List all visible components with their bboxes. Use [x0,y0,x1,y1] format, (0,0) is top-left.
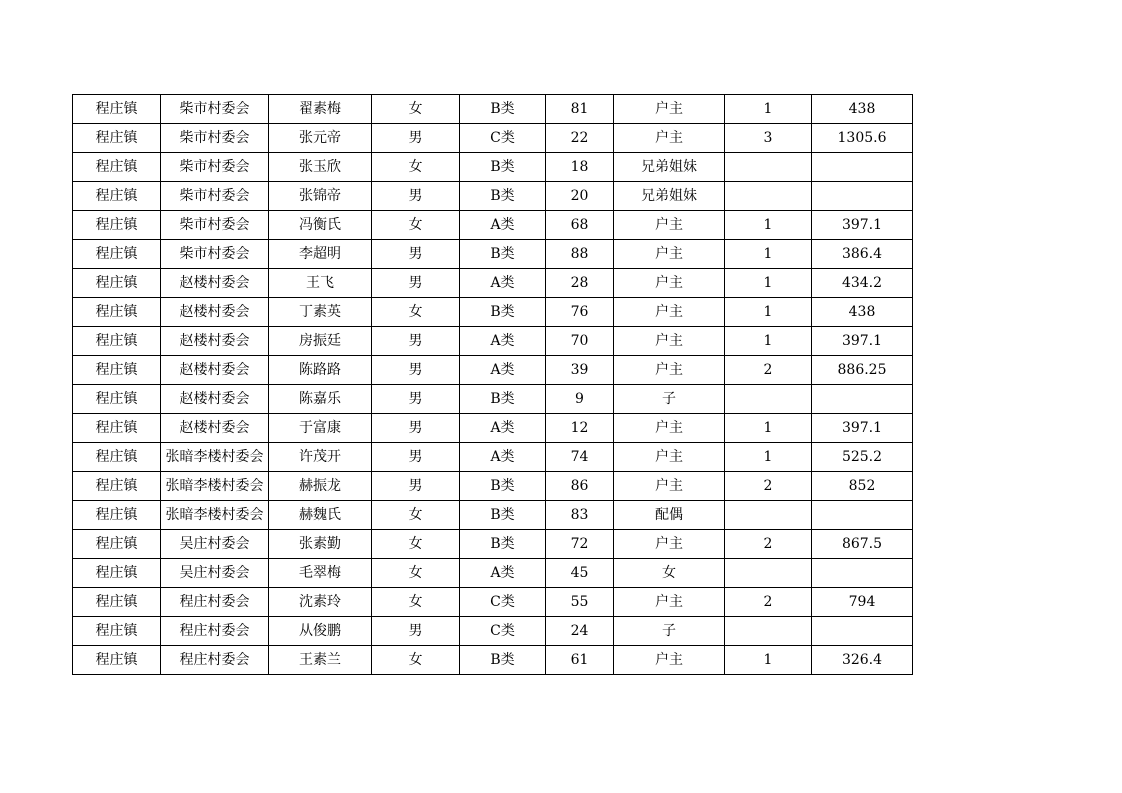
sex-cell: 女 [372,501,460,530]
table-row [73,414,913,443]
village-cell: 程庄村委会 [161,646,269,675]
age-cell: 18 [546,153,614,182]
village-cell: 赵楼村委会 [161,298,269,327]
village-cell: 柴市村委会 [161,211,269,240]
table-row [73,298,913,327]
village-cell: 柴市村委会 [161,182,269,211]
sex-cell: 男 [372,356,460,385]
table-row [73,385,913,414]
village-cell: 柴市村委会 [161,124,269,153]
village-cell: 吴庄村委会 [161,530,269,559]
name-cell: 张玉欣 [269,153,372,182]
table-row [73,124,913,153]
sex-cell: 男 [372,240,460,269]
name-cell: 王素兰 [269,646,372,675]
town-cell: 程庄镇 [73,240,161,269]
relation-cell: 户主 [614,269,725,298]
relation-cell: 女 [614,559,725,588]
relation-cell: 配偶 [614,501,725,530]
village-cell: 赵楼村委会 [161,327,269,356]
name-cell: 陈嘉乐 [269,385,372,414]
name-cell: 冯衡氏 [269,211,372,240]
household-size-cell: 2 [725,588,812,617]
relation-cell: 户主 [614,588,725,617]
village-cell: 张暗李楼村委会 [161,443,269,472]
amount-cell: 438 [812,95,913,124]
town-cell: 程庄镇 [73,559,161,588]
town-cell: 程庄镇 [73,443,161,472]
roster-table-body [73,95,913,675]
household-size-cell: 3 [725,124,812,153]
age-cell: 45 [546,559,614,588]
category-cell: A类 [460,443,546,472]
age-cell: 76 [546,298,614,327]
relation-cell: 户主 [614,646,725,675]
household-size-cell [725,617,812,646]
table-row [73,472,913,501]
sex-cell: 男 [372,443,460,472]
category-cell: A类 [460,356,546,385]
name-cell: 张锦帝 [269,182,372,211]
table-row [73,356,913,385]
name-cell: 翟素梅 [269,95,372,124]
household-size-cell: 1 [725,95,812,124]
relation-cell: 兄弟姐妹 [614,182,725,211]
category-cell: B类 [460,182,546,211]
table-row [73,211,913,240]
amount-cell: 397.1 [812,327,913,356]
category-cell: A类 [460,211,546,240]
amount-cell: 886.25 [812,356,913,385]
sex-cell: 女 [372,153,460,182]
age-cell: 68 [546,211,614,240]
town-cell: 程庄镇 [73,530,161,559]
amount-cell [812,501,913,530]
age-cell: 88 [546,240,614,269]
town-cell: 程庄镇 [73,472,161,501]
age-cell: 61 [546,646,614,675]
town-cell: 程庄镇 [73,501,161,530]
sex-cell: 男 [372,269,460,298]
sex-cell: 女 [372,95,460,124]
village-cell: 赵楼村委会 [161,356,269,385]
town-cell: 程庄镇 [73,356,161,385]
relation-cell: 兄弟姐妹 [614,153,725,182]
age-cell: 20 [546,182,614,211]
table-row [73,240,913,269]
sex-cell: 男 [372,414,460,443]
name-cell: 丁素英 [269,298,372,327]
table-row [73,269,913,298]
town-cell: 程庄镇 [73,211,161,240]
household-size-cell: 1 [725,414,812,443]
category-cell: B类 [460,501,546,530]
town-cell: 程庄镇 [73,588,161,617]
town-cell: 程庄镇 [73,298,161,327]
sex-cell: 女 [372,588,460,617]
relation-cell: 户主 [614,356,725,385]
category-cell: A类 [460,269,546,298]
relation-cell: 户主 [614,124,725,153]
age-cell: 9 [546,385,614,414]
village-cell: 柴市村委会 [161,240,269,269]
sex-cell: 女 [372,298,460,327]
amount-cell [812,153,913,182]
category-cell: A类 [460,414,546,443]
name-cell: 赫魏氏 [269,501,372,530]
village-cell: 程庄村委会 [161,588,269,617]
category-cell: B类 [460,385,546,414]
amount-cell: 525.2 [812,443,913,472]
household-size-cell: 1 [725,269,812,298]
sex-cell: 女 [372,530,460,559]
household-size-cell: 2 [725,356,812,385]
village-cell: 吴庄村委会 [161,559,269,588]
household-size-cell [725,501,812,530]
name-cell: 从俊鹏 [269,617,372,646]
town-cell: 程庄镇 [73,269,161,298]
table-row [73,617,913,646]
amount-cell: 326.4 [812,646,913,675]
amount-cell [812,559,913,588]
sex-cell: 男 [372,617,460,646]
amount-cell: 386.4 [812,240,913,269]
category-cell: C类 [460,588,546,617]
town-cell: 程庄镇 [73,182,161,211]
town-cell: 程庄镇 [73,617,161,646]
town-cell: 程庄镇 [73,124,161,153]
amount-cell [812,617,913,646]
age-cell: 22 [546,124,614,153]
household-size-cell [725,385,812,414]
relation-cell: 户主 [614,414,725,443]
village-cell: 赵楼村委会 [161,414,269,443]
category-cell: B类 [460,298,546,327]
sex-cell: 男 [372,472,460,501]
relation-cell: 子 [614,385,725,414]
sex-cell: 女 [372,646,460,675]
town-cell: 程庄镇 [73,153,161,182]
village-cell: 张暗李楼村委会 [161,501,269,530]
sex-cell: 男 [372,124,460,153]
category-cell: B类 [460,240,546,269]
category-cell: C类 [460,124,546,153]
table-row [73,588,913,617]
amount-cell [812,182,913,211]
household-size-cell: 1 [725,240,812,269]
name-cell: 于富康 [269,414,372,443]
age-cell: 72 [546,530,614,559]
household-size-cell [725,182,812,211]
age-cell: 28 [546,269,614,298]
amount-cell: 852 [812,472,913,501]
town-cell: 程庄镇 [73,646,161,675]
amount-cell: 438 [812,298,913,327]
amount-cell: 1305.6 [812,124,913,153]
household-size-cell [725,559,812,588]
name-cell: 房振廷 [269,327,372,356]
roster-table [72,94,913,675]
household-size-cell: 1 [725,443,812,472]
category-cell: B类 [460,646,546,675]
amount-cell: 397.1 [812,211,913,240]
age-cell: 55 [546,588,614,617]
household-size-cell: 2 [725,472,812,501]
relation-cell: 户主 [614,211,725,240]
table-row [73,182,913,211]
amount-cell: 397.1 [812,414,913,443]
town-cell: 程庄镇 [73,95,161,124]
table-row [73,443,913,472]
relation-cell: 户主 [614,298,725,327]
relation-cell: 户主 [614,327,725,356]
table-row [73,559,913,588]
amount-cell: 867.5 [812,530,913,559]
category-cell: A类 [460,327,546,356]
sex-cell: 男 [372,385,460,414]
table-row [73,530,913,559]
document-page [72,94,913,675]
category-cell: B类 [460,472,546,501]
household-size-cell: 2 [725,530,812,559]
amount-cell [812,385,913,414]
sex-cell: 女 [372,559,460,588]
table-row [73,501,913,530]
age-cell: 39 [546,356,614,385]
category-cell: C类 [460,617,546,646]
village-cell: 柴市村委会 [161,95,269,124]
household-size-cell: 1 [725,327,812,356]
relation-cell: 户主 [614,530,725,559]
relation-cell: 户主 [614,443,725,472]
category-cell: A类 [460,559,546,588]
age-cell: 83 [546,501,614,530]
village-cell: 程庄村委会 [161,617,269,646]
household-size-cell: 1 [725,646,812,675]
household-size-cell [725,153,812,182]
village-cell: 赵楼村委会 [161,269,269,298]
sex-cell: 女 [372,211,460,240]
household-size-cell: 1 [725,211,812,240]
town-cell: 程庄镇 [73,385,161,414]
age-cell: 70 [546,327,614,356]
category-cell: B类 [460,95,546,124]
table-row [73,95,913,124]
age-cell: 12 [546,414,614,443]
relation-cell: 户主 [614,472,725,501]
town-cell: 程庄镇 [73,414,161,443]
name-cell: 王飞 [269,269,372,298]
name-cell: 李超明 [269,240,372,269]
age-cell: 86 [546,472,614,501]
name-cell: 沈素玲 [269,588,372,617]
village-cell: 柴市村委会 [161,153,269,182]
relation-cell: 户主 [614,240,725,269]
name-cell: 许茂开 [269,443,372,472]
age-cell: 24 [546,617,614,646]
relation-cell: 户主 [614,95,725,124]
name-cell: 赫振龙 [269,472,372,501]
village-cell: 张暗李楼村委会 [161,472,269,501]
table-row [73,327,913,356]
name-cell: 陈路路 [269,356,372,385]
name-cell: 毛翠梅 [269,559,372,588]
village-cell: 赵楼村委会 [161,385,269,414]
category-cell: B类 [460,153,546,182]
sex-cell: 男 [372,182,460,211]
town-cell: 程庄镇 [73,327,161,356]
table-row [73,153,913,182]
sex-cell: 男 [372,327,460,356]
category-cell: B类 [460,530,546,559]
household-size-cell: 1 [725,298,812,327]
name-cell: 张素勤 [269,530,372,559]
table-row [73,646,913,675]
amount-cell: 434.2 [812,269,913,298]
relation-cell: 子 [614,617,725,646]
age-cell: 81 [546,95,614,124]
amount-cell: 794 [812,588,913,617]
name-cell: 张元帝 [269,124,372,153]
age-cell: 74 [546,443,614,472]
